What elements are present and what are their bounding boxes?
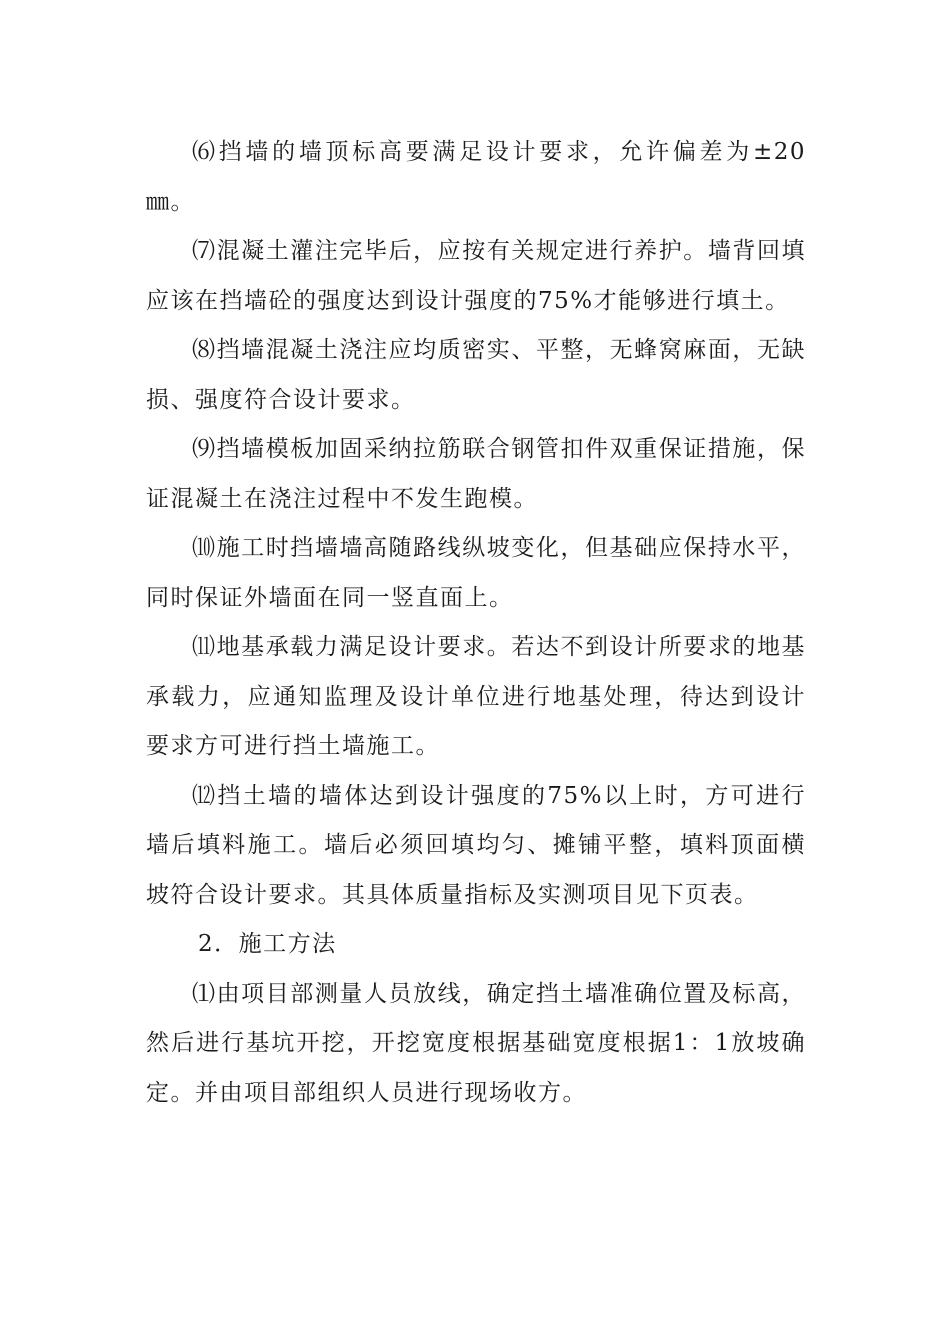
- paragraph-item-6: ⑹挡墙的墙顶标高要满足设计要求，允许偏差为±20㎜。: [146, 139, 806, 215]
- paragraph-item-9: ⑼挡墙模板加固采纳拉筋联合钢管扣件双重保证措施，保证混凝土在浇注过程中不发生跑模。: [146, 436, 806, 512]
- paragraph-item-7: ⑺混凝土灌注完毕后，应按有关规定进行养护。墙背回填应该在挡墙砼的强度达到设计强度的75%才能够进行填土。: [146, 238, 806, 314]
- document-body: [146, 128, 806, 1118]
- paragraph-item-8: ⑻挡墙混凝土浇注应均质密实、平整，无蜂窝麻面，无缺损、强度符合设计要求。: [146, 337, 806, 413]
- paragraph-item-11: ⑾地基承载力满足设计要求。若达不到设计所要求的地基承载力，应通知监理及设计单位进行地基处理，待达到设计要求方可进行挡土墙施工。: [146, 634, 806, 759]
- paragraph-item-10: ⑽施工时挡墙墙高随路线纵坡变化，但基础应保持水平，同时保证外墙面在同一竖直面上。: [146, 535, 806, 611]
- paragraph-item-12: ⑿挡土墙的墙体达到设计强度的75%以上时，方可进行墙后填料施工。墙后必须回填均匀、摊铺平整，填料顶面横坡符合设计要求。其具体质量指标及实测项目见下页表。: [146, 782, 806, 908]
- section-paragraph-1: ⑴由项目部测量人员放线，确定挡土墙准确位置及标高，然后进行基坑开挖，开挖宽度根据基础宽度根据1：1放坡确定。并由项目部组织人员进行现场收方。: [146, 980, 806, 1106]
- section-heading: 2．施工方法: [198, 931, 337, 957]
